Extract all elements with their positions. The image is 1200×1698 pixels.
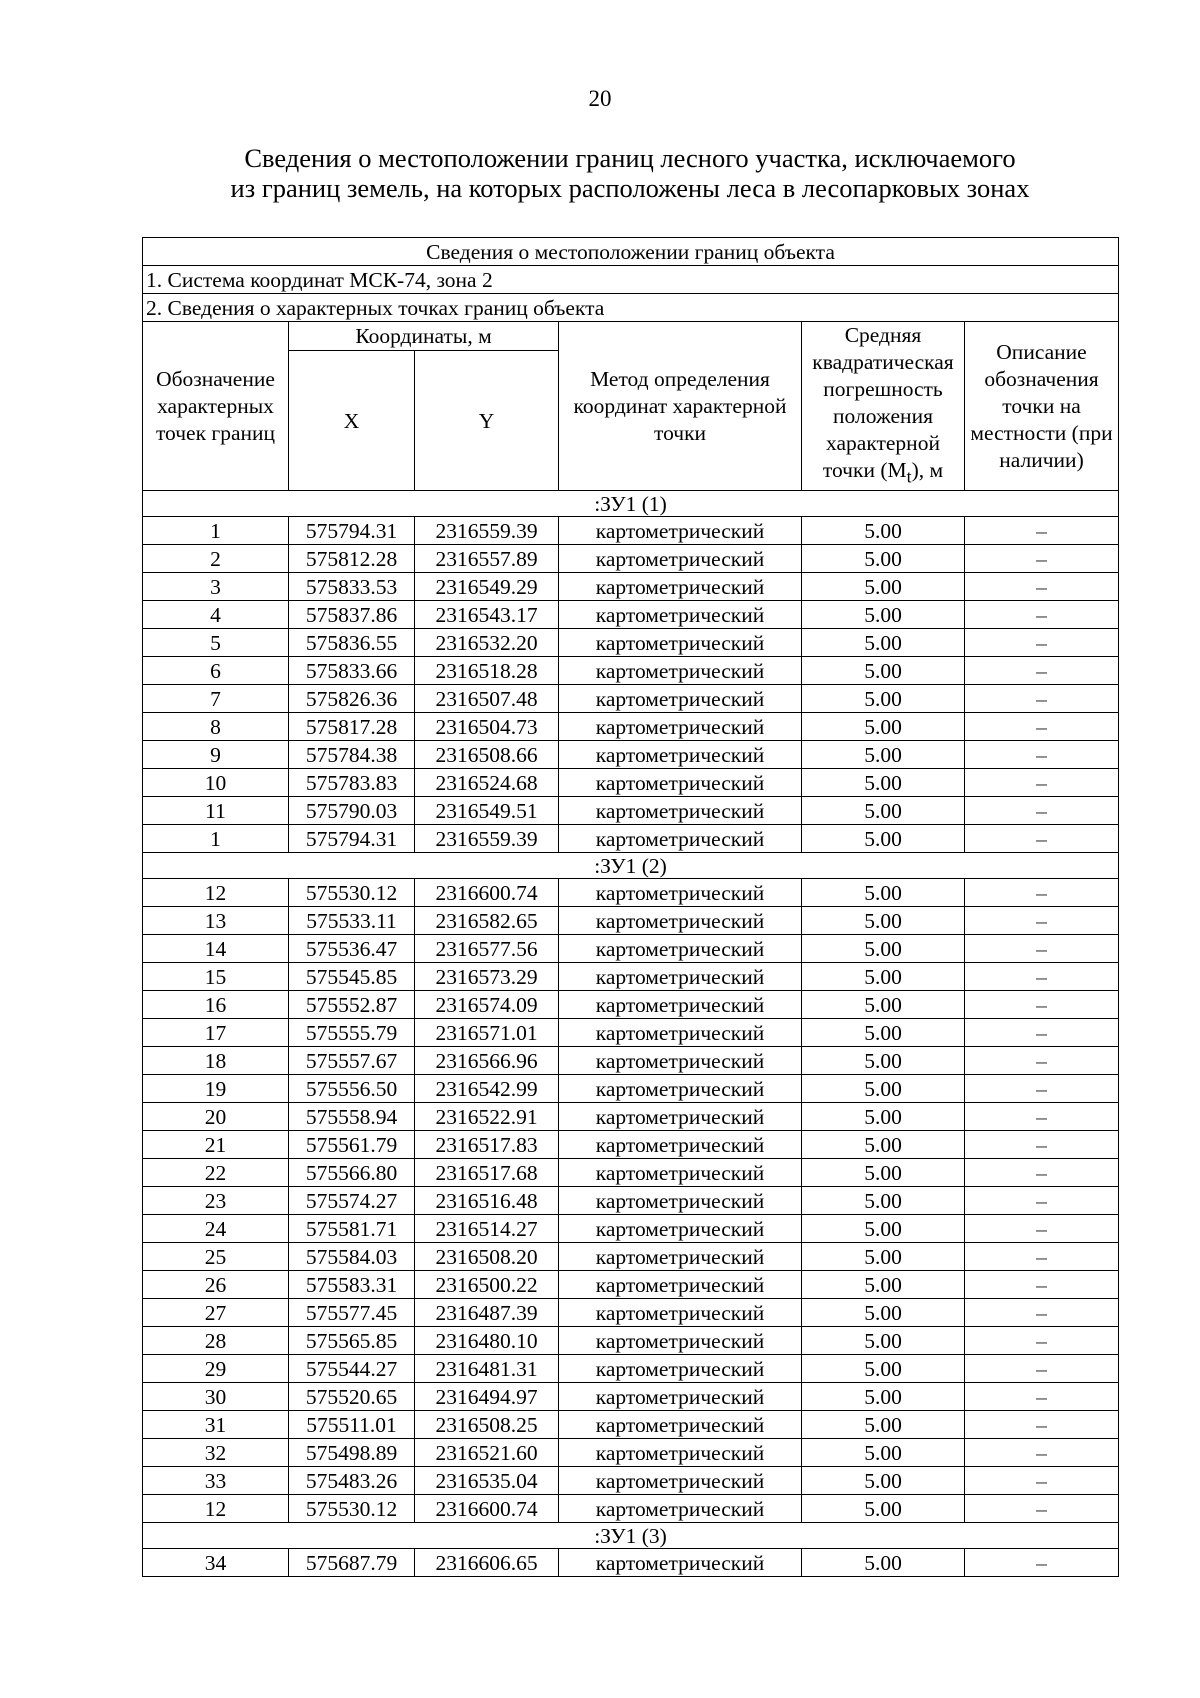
table-row	[143, 517, 1119, 545]
x-coordinate-cell: 575817.28	[289, 713, 415, 741]
table-row	[143, 1187, 1119, 1215]
error-cell: 5.00	[802, 1549, 965, 1577]
method-cell: картометрический	[559, 1215, 802, 1243]
x-coordinate-cell: 575530.12	[289, 1495, 415, 1523]
error-cell: 5.00	[802, 1299, 965, 1327]
error-cell: 5.00	[802, 1271, 965, 1299]
description-cell: –	[965, 1327, 1119, 1355]
method-cell: картометрический	[559, 1299, 802, 1327]
point-number-cell: 12	[143, 1495, 289, 1523]
point-number-cell: 6	[143, 657, 289, 685]
x-coordinate-cell: 575837.86	[289, 601, 415, 629]
error-cell: 5.00	[802, 1047, 965, 1075]
section-label: :ЗУ1 (2)	[143, 853, 1119, 879]
y-coordinate-cell: 2316522.91	[415, 1103, 559, 1131]
method-cell: картометрический	[559, 963, 802, 991]
description-cell: –	[965, 1047, 1119, 1075]
method-cell: картометрический	[559, 1243, 802, 1271]
method-cell: картометрический	[559, 545, 802, 573]
description-cell: –	[965, 1549, 1119, 1577]
x-coordinate-cell: 575561.79	[289, 1131, 415, 1159]
method-cell: картометрический	[559, 573, 802, 601]
point-number-cell: 30	[143, 1383, 289, 1411]
header-row-1	[143, 322, 1119, 351]
x-coordinate-cell: 575544.27	[289, 1355, 415, 1383]
table-row	[143, 1019, 1119, 1047]
error-cell: 5.00	[802, 1383, 965, 1411]
point-number-cell: 19	[143, 1075, 289, 1103]
table-caption: Сведения о местоположении границ объекта	[143, 238, 1119, 266]
y-coordinate-cell: 2316532.20	[415, 629, 559, 657]
description-cell: –	[965, 685, 1119, 713]
point-number-cell: 31	[143, 1411, 289, 1439]
method-cell: картометрический	[559, 879, 802, 907]
error-cell: 5.00	[802, 629, 965, 657]
header-mean-square-error	[802, 322, 965, 491]
x-coordinate-cell: 575530.12	[289, 879, 415, 907]
error-cell: 5.00	[802, 1131, 965, 1159]
table-row	[143, 825, 1119, 853]
table-row	[143, 1159, 1119, 1187]
x-coordinate-cell: 575558.94	[289, 1103, 415, 1131]
method-cell: картометрический	[559, 1439, 802, 1467]
table-row	[143, 713, 1119, 741]
y-coordinate-cell: 2316600.74	[415, 879, 559, 907]
point-number-cell: 18	[143, 1047, 289, 1075]
point-number-cell: 1	[143, 517, 289, 545]
description-cell: –	[965, 629, 1119, 657]
error-cell: 5.00	[802, 1467, 965, 1495]
description-cell: –	[965, 601, 1119, 629]
method-cell: картометрический	[559, 1355, 802, 1383]
y-coordinate-cell: 2316577.56	[415, 935, 559, 963]
table-row	[143, 601, 1119, 629]
point-number-cell: 16	[143, 991, 289, 1019]
table-row	[143, 1355, 1119, 1383]
method-cell: картометрический	[559, 797, 802, 825]
x-coordinate-cell: 575783.83	[289, 769, 415, 797]
point-number-cell: 13	[143, 907, 289, 935]
error-cell: 5.00	[802, 1019, 965, 1047]
document-title-line-2: из границ земель, на которых расположены леса в лесопарковых зонах	[230, 173, 1030, 203]
description-cell: –	[965, 991, 1119, 1019]
table-row	[143, 1243, 1119, 1271]
y-coordinate-cell: 2316600.74	[415, 1495, 559, 1523]
error-cell: 5.00	[802, 825, 965, 853]
section-label: :ЗУ1 (1)	[143, 491, 1119, 517]
x-coordinate-cell: 575784.38	[289, 741, 415, 769]
point-number-cell: 20	[143, 1103, 289, 1131]
caption-row	[143, 238, 1119, 266]
error-cell: 5.00	[802, 963, 965, 991]
description-cell: –	[965, 545, 1119, 573]
method-cell: картометрический	[559, 907, 802, 935]
y-coordinate-cell: 2316573.29	[415, 963, 559, 991]
y-coordinate-cell: 2316574.09	[415, 991, 559, 1019]
method-cell: картометрический	[559, 1467, 802, 1495]
error-cell: 5.00	[802, 573, 965, 601]
y-coordinate-cell: 2316559.39	[415, 517, 559, 545]
method-cell: картометрический	[559, 1495, 802, 1523]
x-coordinate-cell: 575533.11	[289, 907, 415, 935]
table-row	[143, 907, 1119, 935]
header-point-designation: Обозначение характерных точек границ	[143, 322, 289, 491]
point-number-cell: 12	[143, 879, 289, 907]
error-cell: 5.00	[802, 879, 965, 907]
error-cell: 5.00	[802, 1327, 965, 1355]
x-coordinate-cell: 575557.67	[289, 1047, 415, 1075]
description-cell: –	[965, 1439, 1119, 1467]
y-coordinate-cell: 2316480.10	[415, 1327, 559, 1355]
method-cell: картометрический	[559, 1327, 802, 1355]
point-number-cell: 24	[143, 1215, 289, 1243]
y-coordinate-cell: 2316571.01	[415, 1019, 559, 1047]
error-cell: 5.00	[802, 1159, 965, 1187]
table-row	[143, 1411, 1119, 1439]
error-cell: 5.00	[802, 545, 965, 573]
point-number-cell: 33	[143, 1467, 289, 1495]
description-cell: –	[965, 1299, 1119, 1327]
description-cell: –	[965, 1355, 1119, 1383]
description-cell: –	[965, 1187, 1119, 1215]
header-y: Y	[415, 351, 559, 491]
table-row	[143, 1495, 1119, 1523]
method-cell: картометрический	[559, 1047, 802, 1075]
error-cell: 5.00	[802, 797, 965, 825]
method-cell: картометрический	[559, 1271, 802, 1299]
point-number-cell: 3	[143, 573, 289, 601]
point-number-cell: 5	[143, 629, 289, 657]
y-coordinate-cell: 2316504.73	[415, 713, 559, 741]
x-coordinate-cell: 575584.03	[289, 1243, 415, 1271]
error-cell: 5.00	[802, 1215, 965, 1243]
method-cell: картометрический	[559, 685, 802, 713]
method-cell: картометрический	[559, 713, 802, 741]
table-row	[143, 963, 1119, 991]
error-cell: 5.00	[802, 769, 965, 797]
method-cell: картометрический	[559, 629, 802, 657]
description-cell: –	[965, 517, 1119, 545]
description-cell: –	[965, 797, 1119, 825]
header-error-tail: ), м	[911, 458, 944, 482]
method-cell: картометрический	[559, 1411, 802, 1439]
section-row	[143, 491, 1119, 517]
table-row	[143, 1383, 1119, 1411]
x-coordinate-cell: 575498.89	[289, 1439, 415, 1467]
point-number-cell: 27	[143, 1299, 289, 1327]
x-coordinate-cell: 575836.55	[289, 629, 415, 657]
table-row	[143, 991, 1119, 1019]
description-cell: –	[965, 1411, 1119, 1439]
point-number-cell: 34	[143, 1549, 289, 1577]
description-cell: –	[965, 657, 1119, 685]
x-coordinate-cell: 575812.28	[289, 545, 415, 573]
table-row	[143, 1047, 1119, 1075]
y-coordinate-cell: 2316517.68	[415, 1159, 559, 1187]
y-coordinate-cell: 2316543.17	[415, 601, 559, 629]
points-info-label: 2. Сведения о характерных точках границ объекта	[143, 294, 1119, 322]
y-coordinate-cell: 2316549.51	[415, 797, 559, 825]
method-cell: картометрический	[559, 935, 802, 963]
y-coordinate-cell: 2316557.89	[415, 545, 559, 573]
method-cell: картометрический	[559, 1131, 802, 1159]
x-coordinate-cell: 575545.85	[289, 963, 415, 991]
error-cell: 5.00	[802, 935, 965, 963]
x-coordinate-cell: 575577.45	[289, 1299, 415, 1327]
table-row	[143, 797, 1119, 825]
description-cell: –	[965, 963, 1119, 991]
point-number-cell: 11	[143, 797, 289, 825]
description-cell: –	[965, 1383, 1119, 1411]
y-coordinate-cell: 2316507.48	[415, 685, 559, 713]
y-coordinate-cell: 2316524.68	[415, 769, 559, 797]
section-row	[143, 1523, 1119, 1549]
x-coordinate-cell: 575794.31	[289, 517, 415, 545]
description-cell: –	[965, 1075, 1119, 1103]
y-coordinate-cell: 2316514.27	[415, 1215, 559, 1243]
method-cell: картометрический	[559, 991, 802, 1019]
y-coordinate-cell: 2316521.60	[415, 1439, 559, 1467]
y-coordinate-cell: 2316508.20	[415, 1243, 559, 1271]
header-error-main: Средняя квадратическая погрешность положения характерной точки (M	[812, 323, 954, 482]
header-error-subscript: t	[906, 466, 912, 487]
x-coordinate-cell: 575555.79	[289, 1019, 415, 1047]
point-number-cell: 23	[143, 1187, 289, 1215]
y-coordinate-cell: 2316500.22	[415, 1271, 559, 1299]
method-cell: картометрический	[559, 601, 802, 629]
point-number-cell: 4	[143, 601, 289, 629]
point-number-cell: 26	[143, 1271, 289, 1299]
y-coordinate-cell: 2316508.66	[415, 741, 559, 769]
y-coordinate-cell: 2316582.65	[415, 907, 559, 935]
error-cell: 5.00	[802, 1411, 965, 1439]
method-cell: картометрический	[559, 1019, 802, 1047]
table-row	[143, 1131, 1119, 1159]
description-cell: –	[965, 1271, 1119, 1299]
document-title	[140, 143, 1120, 203]
y-coordinate-cell: 2316542.99	[415, 1075, 559, 1103]
x-coordinate-cell: 575790.03	[289, 797, 415, 825]
y-coordinate-cell: 2316508.25	[415, 1411, 559, 1439]
description-cell: –	[965, 573, 1119, 601]
y-coordinate-cell: 2316535.04	[415, 1467, 559, 1495]
error-cell: 5.00	[802, 991, 965, 1019]
description-cell: –	[965, 1103, 1119, 1131]
method-cell: картометрический	[559, 741, 802, 769]
error-cell: 5.00	[802, 1243, 965, 1271]
description-cell: –	[965, 1467, 1119, 1495]
point-number-cell: 28	[143, 1327, 289, 1355]
point-number-cell: 25	[143, 1243, 289, 1271]
point-number-cell: 15	[143, 963, 289, 991]
method-cell: картометрический	[559, 657, 802, 685]
method-cell: картометрический	[559, 1103, 802, 1131]
table-row	[143, 879, 1119, 907]
table-row	[143, 573, 1119, 601]
y-coordinate-cell: 2316494.97	[415, 1383, 559, 1411]
section-label: :ЗУ1 (3)	[143, 1523, 1119, 1549]
table-row	[143, 1075, 1119, 1103]
x-coordinate-cell: 575536.47	[289, 935, 415, 963]
x-coordinate-cell: 575833.66	[289, 657, 415, 685]
point-number-cell: 10	[143, 769, 289, 797]
table-row	[143, 1215, 1119, 1243]
table-row	[143, 1439, 1119, 1467]
method-cell: картометрический	[559, 769, 802, 797]
coordinate-system-row	[143, 266, 1119, 294]
table-row	[143, 935, 1119, 963]
x-coordinate-cell: 575520.65	[289, 1383, 415, 1411]
method-cell: картометрический	[559, 1075, 802, 1103]
table-row	[143, 545, 1119, 573]
page-number: 20	[588, 86, 612, 111]
error-cell: 5.00	[802, 1495, 965, 1523]
y-coordinate-cell: 2316606.65	[415, 1549, 559, 1577]
description-cell: –	[965, 1131, 1119, 1159]
header-x: X	[289, 351, 415, 491]
description-cell: –	[965, 907, 1119, 935]
x-coordinate-cell: 575687.79	[289, 1549, 415, 1577]
point-number-cell: 7	[143, 685, 289, 713]
description-cell: –	[965, 741, 1119, 769]
x-coordinate-cell: 575552.87	[289, 991, 415, 1019]
point-number-cell: 32	[143, 1439, 289, 1467]
error-cell: 5.00	[802, 601, 965, 629]
description-cell: –	[965, 825, 1119, 853]
description-cell: –	[965, 1019, 1119, 1047]
y-coordinate-cell: 2316566.96	[415, 1047, 559, 1075]
table-row	[143, 629, 1119, 657]
coordinate-system-label: 1. Система координат МСК-74, зона 2	[143, 266, 1119, 294]
method-cell: картометрический	[559, 1187, 802, 1215]
error-cell: 5.00	[802, 1075, 965, 1103]
point-number-cell: 22	[143, 1159, 289, 1187]
table-row	[143, 1103, 1119, 1131]
point-number-cell: 8	[143, 713, 289, 741]
point-number-cell: 17	[143, 1019, 289, 1047]
method-cell: картометрический	[559, 825, 802, 853]
error-cell: 5.00	[802, 1103, 965, 1131]
table-row	[143, 1327, 1119, 1355]
description-cell: –	[965, 769, 1119, 797]
point-number-cell: 2	[143, 545, 289, 573]
point-number-cell: 14	[143, 935, 289, 963]
x-coordinate-cell: 575566.80	[289, 1159, 415, 1187]
points-info-row	[143, 294, 1119, 322]
error-cell: 5.00	[802, 517, 965, 545]
x-coordinate-cell: 575833.53	[289, 573, 415, 601]
table-body	[143, 238, 1119, 1577]
y-coordinate-cell: 2316516.48	[415, 1187, 559, 1215]
x-coordinate-cell: 575794.31	[289, 825, 415, 853]
y-coordinate-cell: 2316518.28	[415, 657, 559, 685]
header-coordinates: Координаты, м	[289, 322, 559, 351]
error-cell: 5.00	[802, 1439, 965, 1467]
error-cell: 5.00	[802, 713, 965, 741]
x-coordinate-cell: 575565.85	[289, 1327, 415, 1355]
y-coordinate-cell: 2316487.39	[415, 1299, 559, 1327]
table-row	[143, 685, 1119, 713]
method-cell: картометрический	[559, 1383, 802, 1411]
boundary-coordinates-table	[142, 237, 1119, 1577]
point-number-cell: 1	[143, 825, 289, 853]
x-coordinate-cell: 575556.50	[289, 1075, 415, 1103]
error-cell: 5.00	[802, 1355, 965, 1383]
header-description: Описание обозначения точки на местности (при наличии)	[965, 322, 1119, 491]
error-cell: 5.00	[802, 907, 965, 935]
x-coordinate-cell: 575583.31	[289, 1271, 415, 1299]
table-row	[143, 1271, 1119, 1299]
point-number-cell: 29	[143, 1355, 289, 1383]
method-cell: картометрический	[559, 1159, 802, 1187]
point-number-cell: 21	[143, 1131, 289, 1159]
description-cell: –	[965, 879, 1119, 907]
section-row	[143, 853, 1119, 879]
table-row	[143, 1299, 1119, 1327]
description-cell: –	[965, 1495, 1119, 1523]
error-cell: 5.00	[802, 741, 965, 769]
y-coordinate-cell: 2316481.31	[415, 1355, 559, 1383]
document-title-line-1: Сведения о местоположении границ лесного участка, исключаемого	[244, 143, 1016, 173]
method-cell: картометрический	[559, 517, 802, 545]
error-cell: 5.00	[802, 657, 965, 685]
y-coordinate-cell: 2316549.29	[415, 573, 559, 601]
method-cell: картометрический	[559, 1549, 802, 1577]
table-row	[143, 769, 1119, 797]
point-number-cell: 9	[143, 741, 289, 769]
y-coordinate-cell: 2316517.83	[415, 1131, 559, 1159]
table-row	[143, 741, 1119, 769]
table-row	[143, 1549, 1119, 1577]
header-method: Метод определения координат характерной точки	[559, 322, 802, 491]
error-cell: 5.00	[802, 685, 965, 713]
table-row	[143, 657, 1119, 685]
x-coordinate-cell: 575581.71	[289, 1215, 415, 1243]
table-row	[143, 1467, 1119, 1495]
description-cell: –	[965, 1215, 1119, 1243]
x-coordinate-cell: 575483.26	[289, 1467, 415, 1495]
x-coordinate-cell: 575574.27	[289, 1187, 415, 1215]
description-cell: –	[965, 1243, 1119, 1271]
x-coordinate-cell: 575826.36	[289, 685, 415, 713]
description-cell: –	[965, 713, 1119, 741]
description-cell: –	[965, 1159, 1119, 1187]
x-coordinate-cell: 575511.01	[289, 1411, 415, 1439]
description-cell: –	[965, 935, 1119, 963]
error-cell: 5.00	[802, 1187, 965, 1215]
y-coordinate-cell: 2316559.39	[415, 825, 559, 853]
